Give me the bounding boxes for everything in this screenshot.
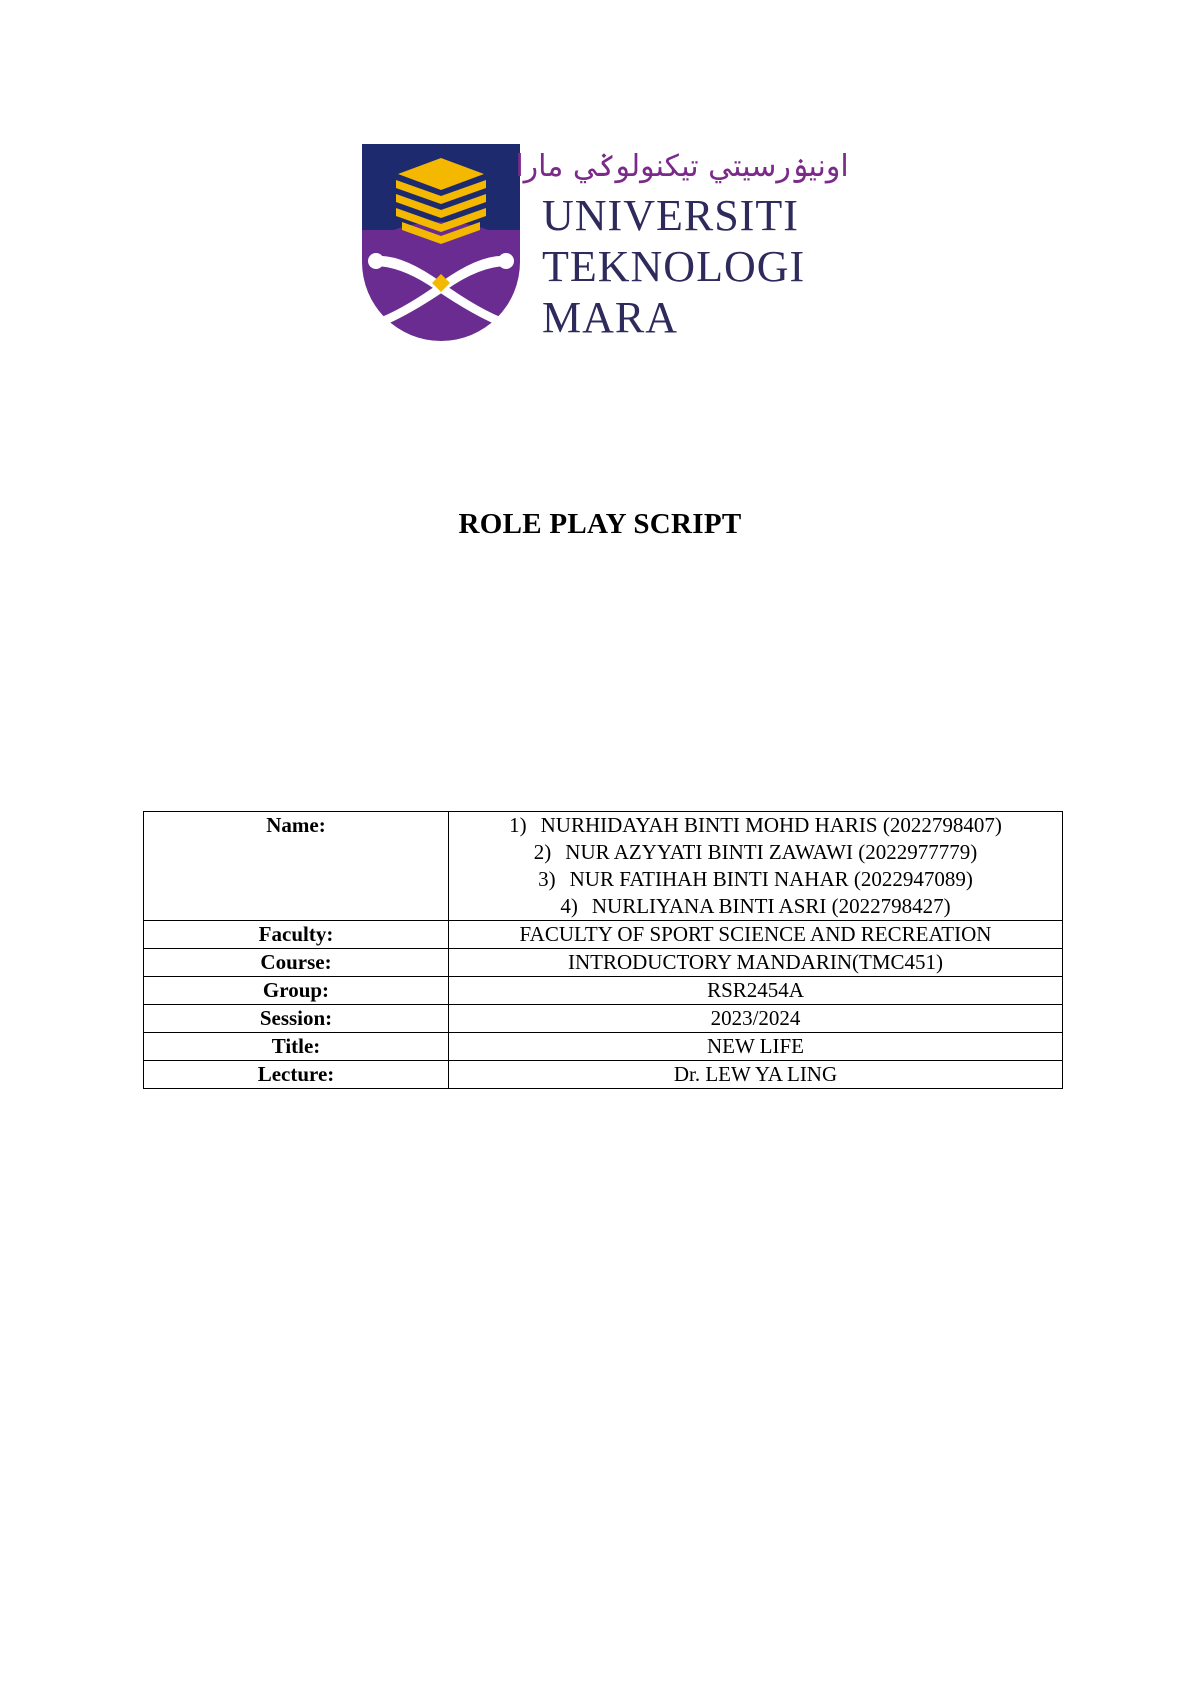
member-item [455, 866, 1056, 893]
member-item [455, 893, 1056, 920]
university-logo [362, 142, 849, 342]
table-row-title [144, 1033, 1063, 1061]
logo-wordmark [515, 142, 849, 342]
document-title: ROLE PLAY SCRIPT [458, 508, 742, 540]
member-name: NUR FATIHAH BINTI NAHAR (2022947089) [569, 867, 973, 891]
uitm-emblem-icon [362, 144, 520, 340]
label-title: Title: [144, 1033, 449, 1061]
svg-text:اونيۏرسيتي تيکنولوݢي مارا: اونيۏرسيتي تيکنولوݢي مارا [515, 149, 849, 184]
member-item [455, 812, 1056, 839]
value-title: NEW LIFE [449, 1033, 1063, 1061]
member-item [455, 839, 1056, 866]
label-name: Name: [144, 812, 449, 921]
label-course: Course: [144, 949, 449, 977]
label-faculty: Faculty: [144, 921, 449, 949]
value-lecture: Dr. LEW YA LING [449, 1061, 1063, 1089]
member-name: NURHIDAYAH BINTI MOHD HARIS (2022798407) [540, 813, 1002, 837]
value-names [449, 812, 1063, 921]
member-number: 2) [533, 840, 552, 864]
table-row-group [144, 977, 1063, 1005]
cover-info-table [143, 811, 1063, 1089]
table-row-faculty [144, 921, 1063, 949]
value-faculty: FACULTY OF SPORT SCIENCE AND RECREATION [449, 921, 1063, 949]
member-number: 3) [538, 867, 556, 891]
label-group: Group: [144, 977, 449, 1005]
table-row-lecture [144, 1061, 1063, 1089]
table-row-course [144, 949, 1063, 977]
logo-text-line-1: UNIVERSITI [542, 191, 799, 240]
table-row-name [144, 812, 1063, 921]
table-row-session [144, 1005, 1063, 1033]
member-name: NURLIYANA BINTI ASRI (2022798427) [591, 894, 951, 918]
member-name: NUR AZYYATI BINTI ZAWAWI (2022977779) [565, 840, 978, 864]
label-session: Session: [144, 1005, 449, 1033]
logo-text-line-3: MARA [542, 293, 679, 342]
member-list [455, 812, 1056, 920]
member-number: 4) [560, 894, 578, 918]
member-number: 1) [509, 813, 527, 837]
label-lecture: Lecture: [144, 1061, 449, 1089]
value-session: 2023/2024 [449, 1005, 1063, 1033]
logo-jawi-script [515, 142, 849, 188]
value-group: RSR2454A [449, 977, 1063, 1005]
value-course: INTRODUCTORY MANDARIN(TMC451) [449, 949, 1063, 977]
logo-text-line-2: TEKNOLOGI [542, 242, 806, 291]
